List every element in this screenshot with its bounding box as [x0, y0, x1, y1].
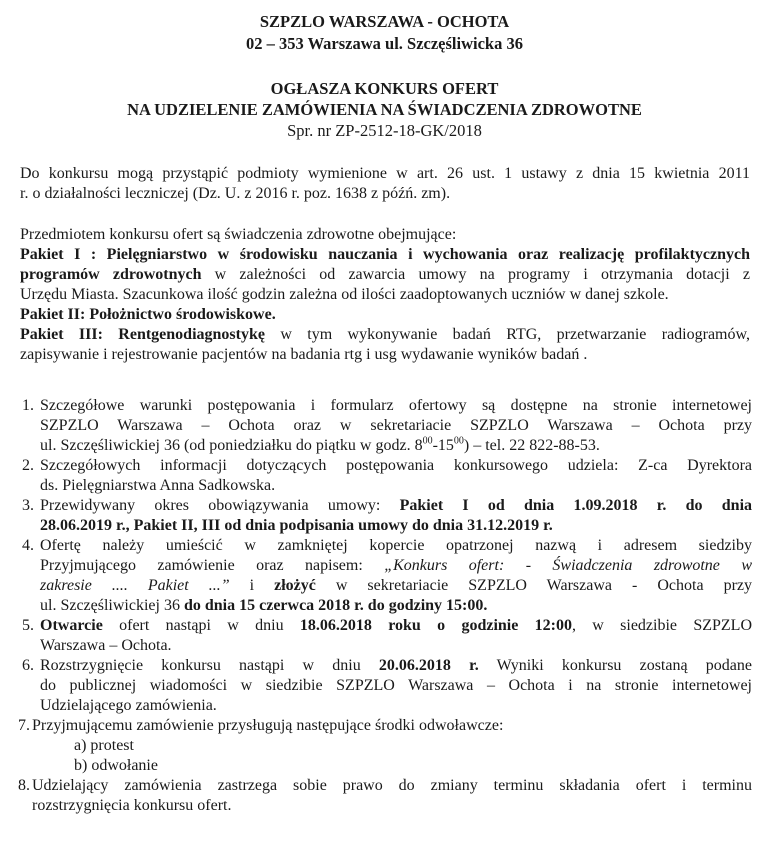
- list-item-6: 6. Rozstrzygnięcie konkursu nastąpi w dniu 20.06.2018 r. Wyniki konkursu zostaną podane do publicznej wiadomości w siedzibie SZPZLO Warszawa – Ochota i na stronie internetowej Udzielającego zamówienia.: [22, 657, 752, 714]
- list-item-5: 5. Otwarcie ofert nastąpi w dniu 18.06.2018 roku o godzinie 12:00, w siedzibie SZPZLO Warszawa – Ochota.: [22, 617, 752, 654]
- package-2: Pakiet II: Położnictwo środowiskowe.: [20, 306, 276, 323]
- reference-number: Spr. nr ZP-2512-18-GK/2018: [287, 121, 482, 140]
- package-1-line2: programów zdrowotnych w zależności od zawarcia umowy na programy i otrzymania dotacji z: [20, 266, 750, 283]
- package-3-line2: zapisywanie i rejestrowanie pacjentów na badania rtg i usg wydawanie wyników badań .: [20, 346, 588, 363]
- package-3-line1: Pakiet III: Rentgenodiagnostykę w tym wykonywanie badań RTG, przetwarzanie radiogramów,: [20, 326, 751, 343]
- list-item-1: 1. Szczegółowe warunki postępowania i formularz ofertowy są dostępne na stronie internetowej SZPZLO Warszawa – Ochota oraz w sekretariacie SZPZLO Warszawa – Ochota przy ul. Szczęśliwickiej 36 (od poniedziałku do piątku w godz. $8^{00}-15^{00}$) – tel. 22 822-88-53.: [22, 397, 752, 454]
- intro-paragraph: Do konkursu mogą przystąpić podmioty wymienione w art. 26 ust. 1 ustawy z dnia 15 kwietnia 2011 r. o działalności leczniczej (Dz. U. z 2016 r. poz. 1638 z późń. zm).: [20, 165, 750, 202]
- organization-name: SZPZLO WARSZAWA - OCHOTA: [259, 12, 510, 31]
- package-1-heading: Pakiet I : Pielęgniarstwo w środowisku nauczania i wychowania oraz realizację profilaktycznych: [20, 246, 750, 263]
- organization-address: 02 – 353 Warszawa ul. Szczęśliwicka 36: [246, 34, 523, 53]
- subject-section: [20, 225, 750, 365]
- package-1-line3: Urzędu Miasta. Szacunkowa ilość godzin zależna od ilości zaadoptowanych uczniów w danej szkole.: [20, 286, 669, 303]
- list-item-3: 3. Przewidywany okres obowiązywania umowy: Pakiet I od dnia 1.09.2018 r. do dnia 28.06.2019 r., Pakiet II, III od dnia podpisania umowy do dnia 31.12.2019 r.: [22, 497, 753, 534]
- conditions-list: [18, 396, 753, 816]
- list-item-8: 8. Udzielający zamówienia zastrzega sobie prawo do zmiany terminu składania ofert i terminu rozstrzygnięcia konkursu ofert.: [18, 777, 752, 814]
- subject-lead: Przedmiotem konkursu ofert są świadczenia zdrowotne obejmujące:: [20, 226, 457, 243]
- sub-item-odwolanie: b) odwołanie: [74, 757, 158, 774]
- list-item-2: 2. Szczegółowych informacji dotyczących postępowania konkursowego udziela: Z-ca Dyrektora ds. Pielęgniarstwa Anna Sadkowska.: [22, 457, 752, 494]
- announcement-subtitle: NA UDZIELENIE ZAMÓWIENIA NA ŚWIADCZENIA ZDROWOTNE: [127, 100, 642, 119]
- list-item-7: 7. Przyjmującemu zamówienie przysługują następujące środki odwoławcze: a) protest b) odwołanie: [18, 716, 752, 776]
- announcement-title: OGŁASZA KONKURS OFERT: [270, 79, 499, 98]
- sub-item-protest: a) protest: [74, 737, 134, 754]
- list-item-4: 4. Ofertę należy umieścić w zamkniętej kopercie opatrzonej nazwą i adresem siedziby Przyjmującego zamówienie oraz napisem: „Konkurs ofert: - Świadczenia zdrowotne w zakresie .... Pakiet ...” i złożyć w sekretariacie SZPZLO Warszawa - Ochota przy ul. Szczęśliwickiej 36 do dnia 15 czerwca 2018 r. do godziny 15:00.: [22, 537, 752, 614]
